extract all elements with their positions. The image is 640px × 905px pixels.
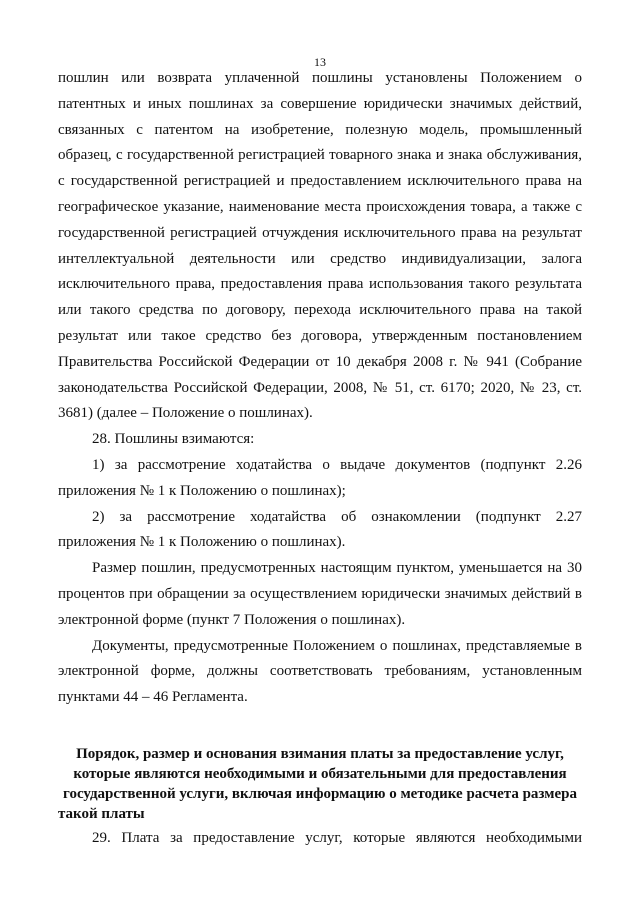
paragraph-fee-reduction: Размер пошлин, предусмотренных настоящим пунктом, уменьшается на 30 процентов при обращении за осуществлением юридически значимых действий в электронной форме (пункт 7 Положения о пошлинах). <box>58 560 582 628</box>
paragraph-29: 29. Плата за предоставление услуг, которые являются необходимыми <box>92 830 582 846</box>
paragraph-documents: Документы, предусмотренные Положением о пошлинах, представляемые в электронной форме, должны соответствовать требованиям, установленным пунктами 44 – 46 Регламента. <box>58 637 582 706</box>
body-text <box>58 66 582 711</box>
section-heading: Порядок, размер и основания взимания платы за предоставление услуг, которые являются необходимыми и обязательными для предоставления государственной услуги, включая информацию о методике расчета размера такой платы <box>58 746 577 822</box>
paragraph-28-item-1: 1) за рассмотрение ходатайства о выдаче документов (подпункт 2.26 приложения № 1 к Положению о пошлинах); <box>58 456 582 499</box>
paragraph-28-item-2: 2) за рассмотрение ходатайства об ознакомлении (подпункт 2.27 приложения № 1 к Положению о пошлинах). <box>58 508 582 551</box>
page-number: 13 <box>314 55 326 69</box>
tail-text <box>58 826 582 852</box>
paragraph-continuation: пошлин или возврата уплаченной пошлины установлены Положением о патентных и иных пошлинах за совершение юридически значимых действий, связанных с патентом на изобретение, полезную модель, промышленный образец, с государственной регистрацией товарного знака и знака обслуживания, с государственной регистрацией и предоставлением исключительного права на географическое указание, наименование места происхождения товара, а также с государственной регистрацией отчуждения исключительного права на результат интеллектуальной деятельности или средство индивидуализации, залога исключительного права, предоставления права использования такого результата или такого средства по договору, перехода исключительного права на такой результат или такое средство без договора, утвержденным постановлением Правительства Российской Федерации от 10 декабря 2008 г. № 941 (Собрание законодательства Российской Федерации, 2008, № 51, ст. 6170; 2020, № 23, ст. 3681) (далее – Положение о пошлинах). <box>58 70 582 422</box>
paragraph-28-title: 28. Пошлины взимаются: <box>92 431 255 448</box>
